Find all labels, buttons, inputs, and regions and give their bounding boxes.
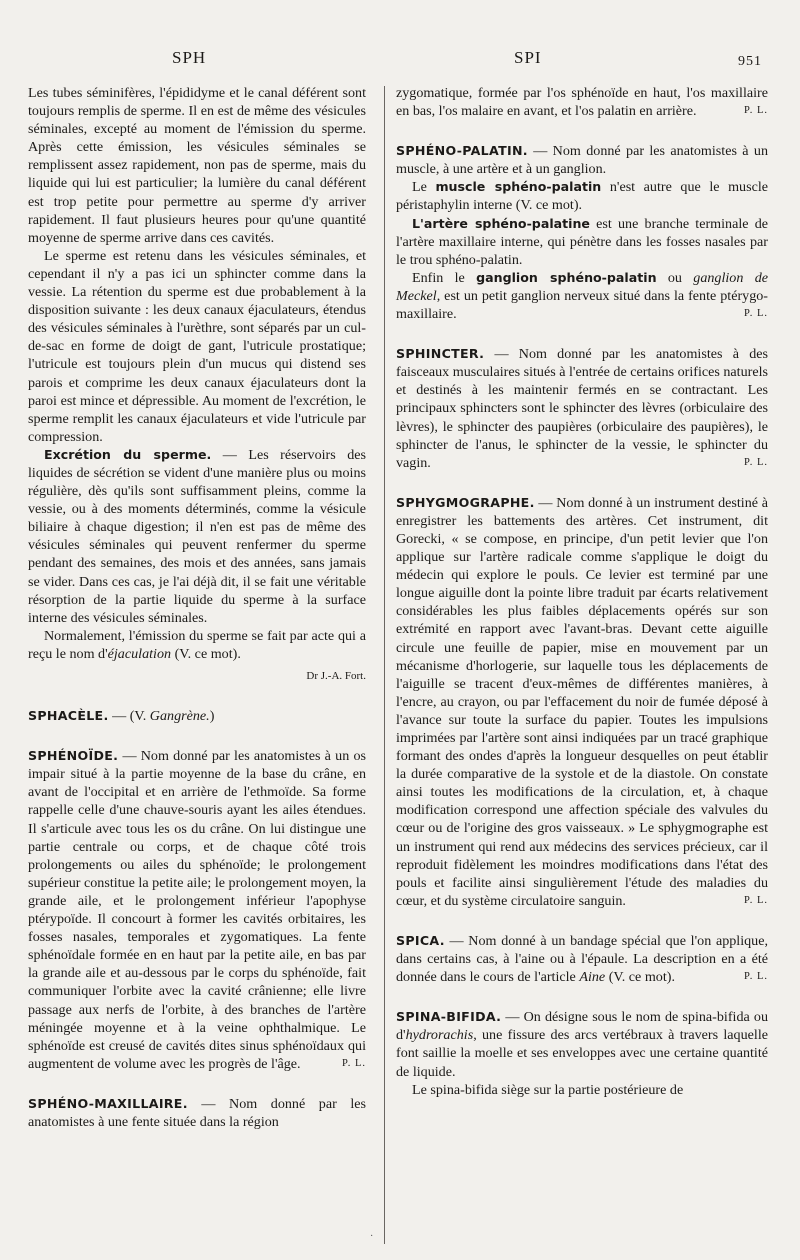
headword: SPHÉNO-PALATIN. — [396, 143, 528, 159]
headword: SPICA. — [396, 932, 445, 948]
author-initials: P. L. — [744, 308, 768, 320]
left-column — [28, 84, 366, 1131]
paragraph-text: ) — [209, 708, 215, 725]
headword: SPHÉNOÏDE. — [28, 748, 119, 764]
paragraph-text: — On désigne sous le nom de spina-bifida ou d' — [396, 1009, 768, 1044]
paragraph-text: ou — [656, 269, 694, 286]
author-initials: P. L. — [342, 1057, 366, 1069]
entry-spheno-maxillaire-continued — [396, 84, 768, 120]
paragraph-text: zygomatique, formée par l'os sphénoïde en haut, l'os maxillaire en bas, l'os malaire en avant, et l'os palatin en arrière. — [396, 85, 768, 120]
entry-spica — [396, 932, 768, 986]
paragraph-text: est une branche terminale de l'artère maxillaire interne, qui pénètre dans les fosses nasales par le trou sphéno-palatin. — [396, 215, 768, 268]
entry-sphacele — [28, 707, 366, 725]
entry-sphenoide — [28, 747, 366, 1073]
paragraph — [396, 345, 768, 472]
italic-term: hydrorachis — [405, 1027, 474, 1044]
paragraph — [28, 446, 366, 627]
author-initials: P. L. — [744, 105, 768, 117]
entry-spheno-maxillaire — [28, 1095, 366, 1131]
paragraph: Le sperme est retenu dans les vésicules séminales, et cependant il n'y a pas ici un sphincter comme dans la vessie. La rétention du sperme est due probablement à la disposition suivante : les deux canaux éjaculateurs, étendus des vésicules séminales à l'urèthre, sont séparés par un cul-de-sac en forme de doigt de gant, l'utricule prostatique; l'utricule est toujours plein d'un mucus qui distend ses parois et comprime les deux canaux éjaculateurs dont la paroi est mince et dépressible. Au moment de l'excrétion, le sperme remplit les canaux éjaculateurs et vide l'utricule par compression. — [28, 247, 366, 445]
italic-term: ganglion de Meckel — [396, 269, 769, 304]
entry-sphygmographe — [396, 494, 768, 910]
print-mark: · — [370, 1231, 374, 1242]
paragraph — [28, 707, 366, 725]
entry-spheno-palatin — [396, 142, 768, 323]
author-initials: P. L. — [744, 971, 768, 983]
italic-term: Gangrène. — [149, 708, 210, 725]
paragraph — [396, 178, 768, 214]
paragraph-text: — Les réservoirs des liquides de sécrétion se vident d'une manière plus ou moins régulière, dès qu'ils sont suffisamment pleins, comme la vessie, ou à des moments déterminés, comme la vésicule biliaire à chaque digestion; il n'en est pas de même des vésicules séminales qui peuvent renfermer du sperme pendant des semaines, des mois et des années, sans jamais se vider. Dans ces cas, je l'ai déjà dit, il se fait une véritable résorption de la partie liquide du sperme à la surface interne des vésicules séminales. — [28, 446, 366, 626]
paragraph-text: , est un petit ganglion nerveux situé dans la fente ptérygo-maxillaire. — [396, 287, 768, 323]
headword: SPHYGMOGRAPHE. — [396, 494, 535, 510]
bold-term: muscle sphéno-palatin — [435, 179, 602, 195]
headword: SPHACÈLE. — [28, 708, 109, 724]
paragraph-text: n'est autre que le muscle péristaphylin interne (V. ce mot). — [396, 179, 768, 214]
headword: SPINA-BIFIDA. — [396, 1009, 502, 1025]
paragraph — [396, 215, 768, 269]
paragraph — [28, 1095, 366, 1131]
paragraph-text: — Nom donné par les anatomistes à un muscle, à une artère et à un ganglion. — [396, 143, 768, 178]
italic-term: éjaculation — [107, 645, 172, 662]
paragraph-text: Enfin le — [412, 269, 477, 286]
paragraph — [28, 627, 366, 663]
headword: SPHÉNO-MAXILLAIRE. — [28, 1095, 188, 1111]
paragraph-text: , une fissure des arcs vertébraux à travers laquelle font saillie la moelle et ses enveloppes avec une certaine quantité de liquide. — [396, 1027, 768, 1080]
paragraph-text: — Nom donné à un instrument destiné à enregistrer les battements des artères. Cet instrument, dit Gorecki, « se compose, en principe, d'un petit levier que l'on applique sur l'artère radicale comme s'applique le doigt du médecin qui explore le pouls. Ce levier est terminé par une longue aiguille dont la pointe libre traduit par écarts relativement considérables les plus faibles déplacements opérés sur son extrémité en rapport avec l'avant-bras. Devant cette aiguille circule une feuille de papier, mise en mouvement par un mécanisme d'horlogerie, sur laquelle tous les déplacements de l'aiguille se tracent d'eux-mêmes de différentes manières, à l'encre, au crayon, ou par l'effacement du noir de fumée déposé à l'avance sur toute la surface du papier. Toutes les impulsions imprimées par l'artère sont ainsi indiquées par un tracé graphique formant des ondes d'après la longueur desquelles on peut établir la durée comparative de la systole et de la diastole. On constate ainsi toutes les modifications de la circulation, et, à chaque modification correspond une affection spéciale des valvules du cœur ou de l'origine des gros vaisseaux. » Le sphygmographe est un instrument qui rend aux médecins des services précieux, car il reproduit fidèlement les moindres modifications dans l'état des pouls et facilite ainsi singulièrement l'étude des maladies du cœur, et du système circulatoire sanguin. — [396, 494, 768, 909]
column-divider — [384, 86, 385, 1244]
paragraph: Le spina-bifida siège sur la partie postérieure de — [412, 1081, 684, 1098]
running-head-left: SPH — [172, 48, 207, 67]
running-head-right: SPI — [514, 48, 542, 67]
paragraph-text: Normalement, l'émission du sperme se fait par acte qui a reçu le nom d' — [28, 627, 366, 662]
entry-sperme-continued — [28, 84, 366, 685]
paragraph — [28, 747, 366, 1073]
paragraph: Les tubes séminifères, l'épididyme et le canal déférent sont toujours remplis de sperme. Il en est de même des vésicules séminales, excepté au moment de l'émission du sperme. Après cette émission, les vésicules séminales se remplissent assez rapidement, non pas de sperme, mais du liquide qui lui est particulier; la lumière du canal déférent est trop petite pour permettre au sperme d'y arriver rapidement. Il faut plusieurs heures pour qu'une quantité moyenne de sperme arrive dans ces cavités. — [28, 85, 366, 246]
paragraph-text: (V. ce mot). — [171, 645, 241, 662]
paragraph — [396, 1008, 768, 1080]
entry-sphincter — [396, 345, 768, 472]
bold-term: ganglion sphéno-palatin — [476, 269, 657, 285]
paragraph — [396, 84, 768, 120]
author-signature: Dr J.-A. Fort. — [306, 670, 366, 682]
author-initials: P. L. — [744, 456, 768, 468]
paragraph-text: — Nom donné par les anatomistes à des faisceaux musculaires situés à l'entrée de certains orifices naturels et destinés à les maintenir fermés en se contractant. Les principaux sphincters sont le sphincter des lèvres (orbiculaire des lèvres), le sphincter des paupières (orbiculaire des paupières), le sphincter de l'anus, le sphincter de la vessie, le sphincter du vagin. — [396, 346, 768, 471]
paragraph-text: — Nom donné à un bandage spécial que l'on applique, dans certains cas, à l'aine ou à l'épaule. La description en a été donnée dans le cours de l'article — [396, 932, 768, 986]
headword: SPHINCTER. — [396, 346, 485, 362]
paragraph-text: — Nom donné par les anatomistes à une fente située dans la région — [28, 1095, 366, 1130]
paragraph — [396, 494, 768, 910]
paragraph — [396, 269, 768, 323]
paragraph-text: (V. ce mot). — [605, 969, 675, 986]
author-initials: P. L. — [744, 894, 768, 906]
paragraph — [396, 932, 768, 986]
paragraph-text: — Nom donné par les anatomistes à un os impair situé à la partie moyenne de la base du crâne, en avant de l'occipital et en arrière de l'ethmoïde. Sa forme rappelle celle d'une chauve-souris ayant les ailes étendues. Il s'articule avec tous les os du crâne. On lui distingue une partie centrale ou corps, et de chaque côté trois prolongements ou ailes du sphénoïde; le prolongement supérieur constitue la petite aile; le prolongement moyen, la grande aile, et le prolongement inférieur l'apophyse ptérypoïde. Il concourt à former les cavités orbitaires, les fosses nasales, temporales et zygomatiques. La fente sphénoïdale formée en en haut par la petite aile, en bas par la grande aile et au-dessous par le corps du sphénoïde, fait communiquer l'orbite avec la cavité crânienne; elle livre passage aux nerfs de l'orbite, à des branches de l'artère méningée moyenne et à la veine ophthalmique. Le sphénoïde est creusé de cavités dites sinus sphénoïdaux qui augmentent de volume avec les progrès de l'âge. — [28, 748, 366, 1072]
right-column — [396, 84, 768, 1099]
paragraph-text: Le — [412, 179, 436, 196]
italic-term: Aine — [579, 969, 606, 986]
paragraph — [396, 142, 768, 178]
subheading: Excrétion du sperme. — [44, 446, 212, 462]
entry-spina-bifida — [396, 1008, 768, 1098]
paragraph-text: — (V. — [108, 708, 150, 725]
bold-term: L'artère sphéno-palatine — [412, 215, 590, 231]
page-number: 951 — [738, 54, 762, 69]
